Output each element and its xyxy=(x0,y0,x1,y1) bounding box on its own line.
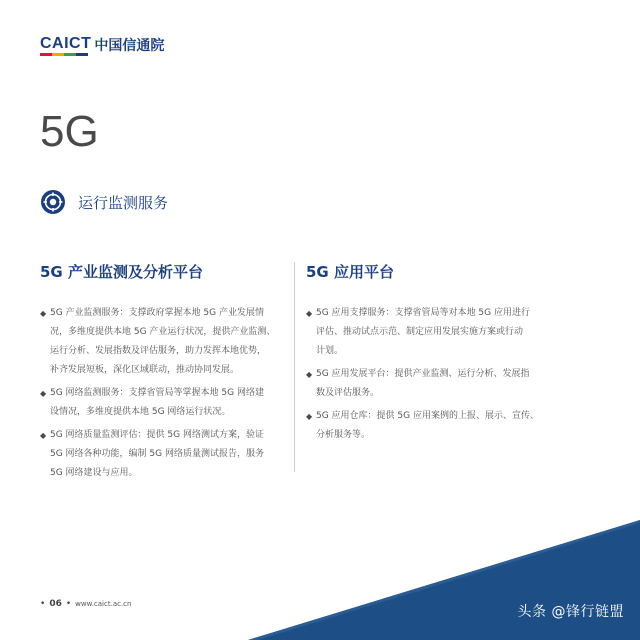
logo-bar-red xyxy=(40,53,52,56)
item-line: 补齐发展短板，深化区域联动，推动协同发展。 xyxy=(50,365,240,375)
item-line: 计划。 xyxy=(316,346,344,356)
list-item xyxy=(306,407,556,445)
diamond-bullet-icon: ◆ xyxy=(40,309,47,318)
logo-color-bar xyxy=(40,53,91,56)
bullet-dot-icon: • xyxy=(65,599,72,609)
column-divider xyxy=(294,262,295,472)
left-column-title: 5G 产业监测及分析平台 xyxy=(40,263,203,281)
item-line: 评估、推动试点示范、制定应用发展实施方案或行动 xyxy=(316,327,524,337)
item-line: 5G 应用仓库：提供 5G 应用案例的上报、展示、宣传、 xyxy=(316,411,539,421)
monitor-target-icon xyxy=(40,189,66,215)
logo-text-en: CAICT xyxy=(40,35,92,52)
item-line: 5G 网络各种功能，编制 5G 网络质量测试报告，服务 xyxy=(50,449,264,459)
page-footer xyxy=(40,599,131,609)
item-line: 5G 网络监测服务：支撑省管局等掌握本地 5G 网络建 xyxy=(50,388,264,398)
logo-bar-green xyxy=(64,53,76,56)
diamond-bullet-icon: ◆ xyxy=(40,431,47,440)
item-line: 数及评估服务。 xyxy=(316,388,380,398)
page-number: 06 xyxy=(49,599,62,609)
list-item xyxy=(306,365,556,403)
watermark-text: 头条 @锋行链盟 xyxy=(517,604,624,620)
item-line: 况，多维度提供本地 5G 产业运行状况，提供产业监测、 xyxy=(50,327,276,337)
diamond-bullet-icon: ◆ xyxy=(306,309,313,318)
section-heading xyxy=(40,189,168,215)
diamond-bullet-icon: ◆ xyxy=(306,370,313,379)
diamond-bullet-icon: ◆ xyxy=(40,389,47,398)
left-column xyxy=(40,262,285,487)
footer-url: www.caict.ac.cn xyxy=(75,600,132,608)
item-line: 5G 产业监测服务：支撑政府掌握本地 5G 产业发展情 xyxy=(50,308,264,318)
logo-text-cn: 中国信通院 xyxy=(94,38,165,54)
diamond-bullet-icon: ◆ xyxy=(306,412,313,421)
right-column-title: 5G 应用平台 xyxy=(306,263,394,281)
caict-logo xyxy=(40,36,164,56)
page-title: 5G xyxy=(40,107,99,156)
logo-mark xyxy=(40,36,91,56)
list-item xyxy=(40,304,285,380)
item-line: 5G 应用支撑服务：支撑省管局等对本地 5G 应用进行 xyxy=(316,308,530,318)
item-line: 设情况，多维度提供本地 5G 网络运行状况。 xyxy=(50,407,231,417)
item-line: 5G 应用发展平台：提供产业监测、运行分析、发展指 xyxy=(316,369,530,379)
item-line: 运行分析、发展指数及评估服务，助力发挥本地优势， xyxy=(50,346,267,356)
logo-bar-blue xyxy=(76,53,88,56)
logo-bar-yellow xyxy=(52,53,64,56)
item-line: 分析服务等。 xyxy=(316,430,371,440)
list-item xyxy=(40,426,285,483)
item-line: 5G 网络质量监测评估：提供 5G 网络测试方案，验证 xyxy=(50,430,264,440)
section-title: 运行监测服务 xyxy=(78,193,169,212)
right-column xyxy=(306,262,556,449)
bullet-dot-icon: • xyxy=(40,599,46,609)
list-item xyxy=(40,384,285,422)
item-line: 5G 网络建设与应用。 xyxy=(50,468,138,478)
list-item xyxy=(306,304,556,361)
